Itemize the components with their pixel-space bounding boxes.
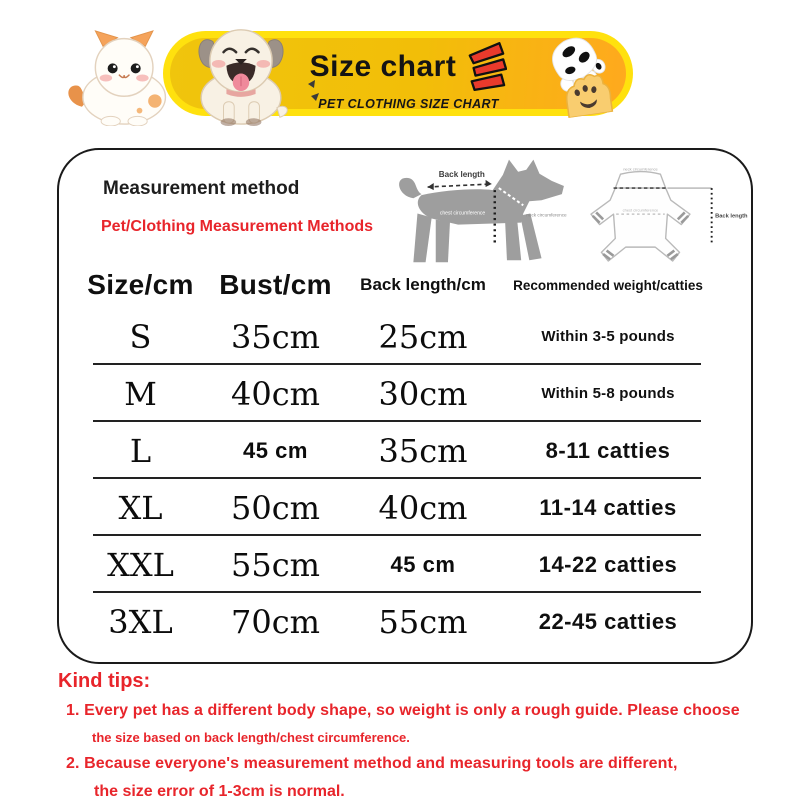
cell-weight: 22-45 catties xyxy=(538,608,678,634)
tip-1-line-2: the size based on back length/chest circumference. xyxy=(92,730,410,745)
cell-size: 3XL xyxy=(108,602,173,641)
cell-bust: 70cm xyxy=(231,602,320,641)
cell-bust: 55cm xyxy=(231,545,320,584)
tip-2-line-2: the size error of 1-3cm is normal. xyxy=(94,783,345,800)
cell-size: XXL xyxy=(107,545,174,584)
size-table xyxy=(83,262,723,650)
table-row xyxy=(83,422,723,479)
cell-size: M xyxy=(124,374,157,413)
cell-weight: 8-11 catties xyxy=(545,437,671,463)
cell-back: 25cm xyxy=(378,317,468,356)
cell-back: 30cm xyxy=(378,374,468,413)
yellow-paw-sticker-icon xyxy=(548,64,628,120)
dog-back-length-label: Back length xyxy=(438,169,485,179)
garment-neck-label: neck circumference xyxy=(623,166,658,172)
table-row xyxy=(83,308,723,365)
table-row xyxy=(83,593,723,650)
size-table-header-row xyxy=(83,262,723,308)
cell-back: 55cm xyxy=(378,602,468,641)
cell-weight: 14-22 catties xyxy=(538,551,678,577)
header-weight: Recommended weight/catties xyxy=(513,277,703,293)
garment-back-length-label: Back length xyxy=(715,213,748,220)
measurement-method-heading: Measurement method xyxy=(103,178,300,199)
header-size: Size/cm xyxy=(87,269,194,300)
dog-neck-label: neck circumference xyxy=(526,212,567,218)
tip-1-line-1: 1. Every pet has a different body shape, so weight is only a rough guide. Please choose xyxy=(66,702,740,719)
dog-chest-label: chest circumference xyxy=(439,210,486,217)
cell-weight: Within 3-5 pounds xyxy=(541,328,675,345)
measurement-method-subheading: Pet/Clothing Measurement Methods xyxy=(101,218,374,235)
table-row xyxy=(83,365,723,422)
kind-tips-heading: Kind tips: xyxy=(58,670,151,692)
banner-title: Size chart xyxy=(309,50,457,83)
cell-size: L xyxy=(129,431,152,470)
garment-measurement-diagram xyxy=(571,160,749,270)
cell-bust: 50cm xyxy=(231,488,320,527)
dog-measurement-diagram xyxy=(391,156,569,274)
cell-bust: 45 cm xyxy=(243,437,308,463)
cell-weight: 11-14 catties xyxy=(539,494,677,520)
banner-text xyxy=(301,41,516,111)
measurement-panel xyxy=(57,148,753,664)
table-row xyxy=(83,536,723,593)
cell-size: XL xyxy=(118,488,163,527)
garment-chest-label: chest circumference xyxy=(622,207,659,213)
kind-tips-section xyxy=(58,670,768,800)
tip-2-line-1: 2. Because everyone's measurement method and measuring tools are different, xyxy=(66,755,678,772)
cell-back: 45 cm xyxy=(390,551,456,577)
banner-subtitle: PET CLOTHING SIZE CHART xyxy=(318,97,499,111)
header-back: Back length/cm xyxy=(360,275,486,294)
dog-illustration-icon xyxy=(166,24,316,126)
sparkle-marks-icon xyxy=(306,78,322,104)
red-strokes-icon xyxy=(465,41,507,93)
cell-weight: Within 5-8 pounds xyxy=(541,385,675,402)
cell-bust: 35cm xyxy=(231,317,320,356)
table-row xyxy=(83,479,723,536)
cell-back: 40cm xyxy=(378,488,468,527)
header-bust: Bust/cm xyxy=(219,269,332,300)
cell-bust: 40cm xyxy=(231,374,320,413)
cell-back: 35cm xyxy=(378,431,468,470)
cell-size: S xyxy=(129,317,152,356)
